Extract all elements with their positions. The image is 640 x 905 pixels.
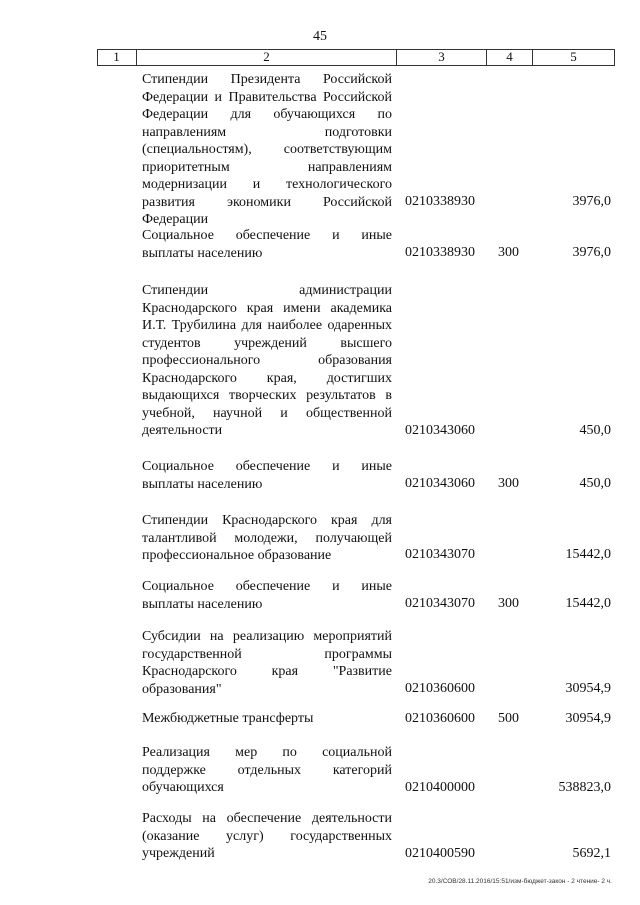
row-code: 0210338930 <box>405 194 475 209</box>
row-name: Субсидии на реализацию мероприятий государственной программы Краснодарского края "Развитие образования" <box>142 629 392 697</box>
row-amount: 3976,0 <box>572 245 611 260</box>
row-code: 0210400000 <box>405 780 475 795</box>
row-code: 0210360600 <box>405 711 475 726</box>
row-name: Стипендии Президента Российской Федерации и Правительства Российской Федерации для обучающихся по направлениям подготовки (специальностям), соответствующим приоритетным направлениям модернизации и технологического развития экономики Российской Федерации <box>142 72 392 227</box>
document-footer: 20.3/СОВ/28.11.2016/15:51/изм-бюджет-закон - 2 чтение- 2 ч. <box>428 878 612 885</box>
row-amount: 450,0 <box>579 423 611 438</box>
row-code: 0210343060 <box>405 423 475 438</box>
row-name: Социальное обеспечение и иные выплаты населению <box>142 579 392 612</box>
row-name: Реализация мер по социальной поддержке отдельных категорий обучающихся <box>142 745 392 795</box>
column-header-1: 1 <box>97 49 137 65</box>
row-vr: 300 <box>498 476 519 491</box>
row-amount: 3976,0 <box>572 194 611 209</box>
row-amount: 450,0 <box>579 476 611 491</box>
row-vr: 300 <box>498 245 519 260</box>
row-name: Социальное обеспечение и иные выплаты населению <box>142 459 392 492</box>
column-header-2: 2 <box>137 49 397 65</box>
row-amount: 30954,9 <box>565 681 611 696</box>
row-name: Расходы на обеспечение деятельности (оказание услуг) государственных учреждений <box>142 811 392 861</box>
row-name: Стипендии Краснодарского края для талантливой молодежи, получающей профессиональное образование <box>142 513 392 563</box>
column-header-3: 3 <box>397 49 487 65</box>
row-code: 0210343070 <box>405 596 475 611</box>
header-bottom-rule <box>97 65 615 66</box>
row-code: 0210400590 <box>405 846 475 861</box>
page-number: 45 <box>313 29 327 44</box>
row-amount: 538823,0 <box>558 780 611 795</box>
row-code: 0210343060 <box>405 476 475 491</box>
row-vr: 500 <box>498 711 519 726</box>
row-amount: 15442,0 <box>565 596 611 611</box>
column-header-row <box>97 49 615 65</box>
row-amount: 5692,1 <box>572 846 611 861</box>
column-header-5: 5 <box>533 49 615 65</box>
row-code: 0210343070 <box>405 547 475 562</box>
row-code: 0210338930 <box>405 245 475 260</box>
row-amount: 15442,0 <box>565 547 611 562</box>
row-code: 0210360600 <box>405 681 475 696</box>
row-name: Межбюджетные трансферты <box>142 711 314 726</box>
row-amount: 30954,9 <box>565 711 611 726</box>
column-header-4: 4 <box>487 49 533 65</box>
row-name: Стипендии администрации Краснодарского края имени академика И.Т. Трубилина для наиболее одаренных студентов учреждений высшего профессионального образования Краснодарского края, достигших выдающихся творческих результатов в учебной, научной и общественной деятельности <box>142 283 392 438</box>
row-name: Социальное обеспечение и иные выплаты населению <box>142 228 392 261</box>
row-vr: 300 <box>498 596 519 611</box>
